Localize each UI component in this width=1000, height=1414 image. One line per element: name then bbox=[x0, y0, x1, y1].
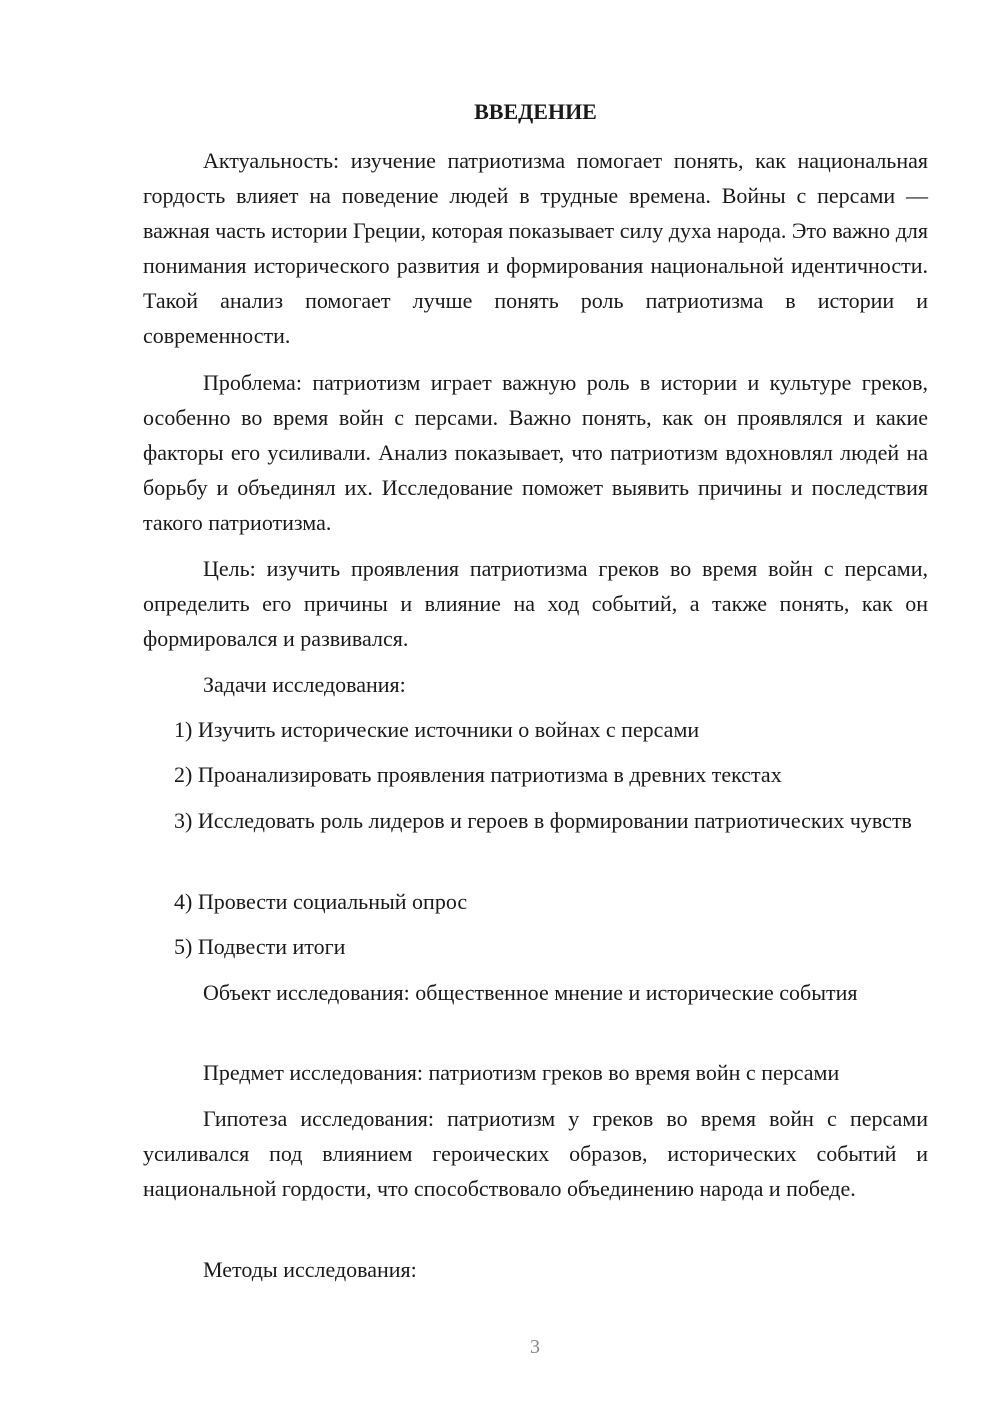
section-heading: ВВЕДЕНИЕ bbox=[474, 99, 597, 124]
page-number: 3 bbox=[530, 1336, 540, 1358]
task-item-3: 3) Исследовать роль лидеров и героев в формировании патриотических чувств bbox=[174, 808, 912, 833]
problem-paragraph: Проблема: патриотизм играет важную роль в истории и культуре греков, особенно во время войн с персами. Важно понять, как он проявлялся и какие факторы его усиливали. Анализ показывает, что патриотизм вдохновлял людей на борьбу и объединял их. Исследование поможет выявить причины и последствия такого патриотизма. bbox=[143, 370, 928, 535]
tasks-heading: Задачи исследования: bbox=[203, 672, 406, 697]
task-item-2: 2) Проанализировать проявления патриотизма в древних текстах bbox=[174, 762, 782, 787]
task-item-4: 4) Провести социальный опрос bbox=[174, 889, 468, 914]
object-paragraph: Объект исследования: общественное мнение и исторические события bbox=[203, 980, 858, 1005]
hypothesis-paragraph: Гипотеза исследования: патриотизм у греков во время войн с персами усиливался под влиянием героических образов, исторических событий и национальной гордости, что способствовало объединению народа и победе. bbox=[143, 1106, 928, 1201]
goal-paragraph: Цель: изучить проявления патриотизма греков во время войн с персами, определить его причины и влияние на ход событий, а также понять, как он формировался и развивался. bbox=[143, 556, 928, 651]
subject-paragraph: Предмет исследования: патриотизм греков во время войн с персами bbox=[203, 1060, 840, 1085]
relevance-paragraph: Актуальность: изучение патриотизма помогает понять, как национальная гордость влияет на поведение людей в трудные времена. Войны с персами — важная часть истории Греции, которая показывает силу духа народа. Это важно для понимания исторического развития и формирования национальной идентичности. Такой анализ помогает лучше понять роль патриотизма в истории и современности. bbox=[143, 148, 928, 348]
task-item-1: 1) Изучить исторические источники о войнах с персами bbox=[174, 717, 700, 742]
methods-heading: Методы исследования: bbox=[203, 1257, 417, 1282]
task-item-5: 5) Подвести итоги bbox=[174, 934, 346, 959]
